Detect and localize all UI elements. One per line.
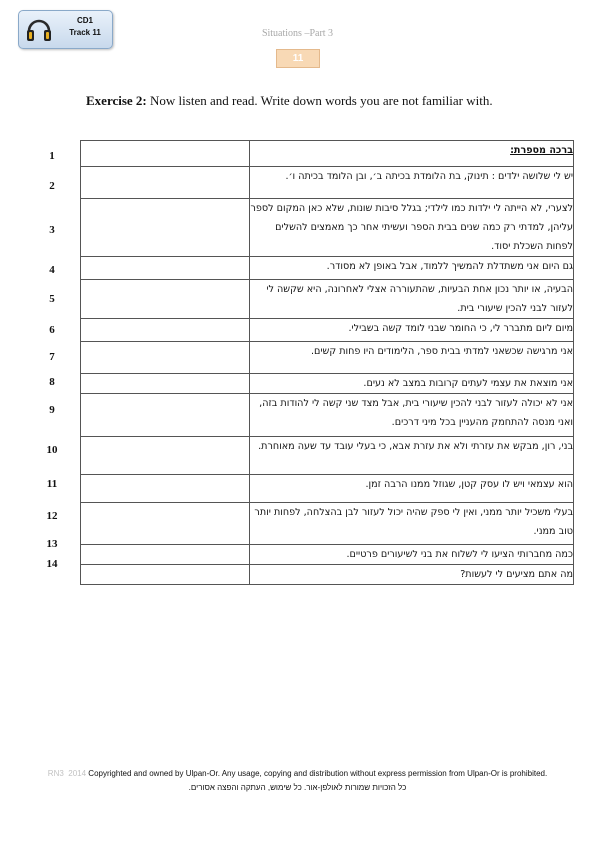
copyright-line-en (0, 767, 595, 781)
sentence-text: אני לא יכולה לעזור לבני להכין שיעורי בית, אבל מצד שני קשה לי להודות בזה, ואני מנסה להתחמק מהעניין בכל מיני דרכים. (250, 394, 574, 437)
vocabulary-entry-cell[interactable] (81, 565, 250, 585)
sentence-text: לצערי, לא הייתה לי ילדות כמו לילדי; בגלל סיבות שונות, שלא כאן המקום לספר עליהן, למדתי רק כמה שנים בבית הספר ועשיתי אחר כך מאמצים להשלים לפחות השכלת יסוד. (250, 199, 574, 257)
table-row (81, 167, 574, 199)
row-number: 12 (46, 510, 58, 522)
sentence-text: כמה מחברותי הציעו לי לשלוח את בני לשיעורים פרטיים. (250, 545, 574, 565)
page-number-badge: 11 (276, 49, 320, 68)
vocabulary-entry-cell[interactable] (81, 503, 250, 545)
vocabulary-entry-cell[interactable] (81, 374, 250, 394)
row-number: 11 (46, 478, 58, 490)
copyright-text-he: כל הזכויות שמורות לאולפן-אור. כל שימוש, העתקה והפצה אסורים. (188, 783, 407, 792)
table-row (81, 394, 574, 437)
course-code: RN3 (47, 769, 64, 778)
table-row (81, 503, 574, 545)
row-number: 2 (49, 180, 55, 192)
sentence-text: בעלי משכיל יותר ממני, ואין לי ספק שהיה יכול לעזור לבן בהצלחה, לפחות יותר טוב ממני. (250, 503, 574, 545)
table-row (81, 141, 574, 167)
vocabulary-entry-cell[interactable] (81, 342, 250, 374)
copyright-footer (0, 767, 595, 795)
table-row (81, 280, 574, 319)
table-row (81, 475, 574, 503)
table-row (81, 257, 574, 280)
row-number: 10 (46, 444, 58, 456)
row-number: 9 (49, 404, 55, 416)
sentence-text: יש לי שלושה ילדים : תינוק, בת הלומדת בכיתה ב׳, ובן הלומד בכיתה ו׳. (250, 167, 574, 199)
vocabulary-entry-cell[interactable] (81, 167, 250, 199)
vocabulary-entry-cell[interactable] (81, 280, 250, 319)
copyright-text-en: Copyrighted and owned by Ulpan-Or. Any usage, copying and distribution without express permission from Ulpan-Or is prohibited. (88, 769, 548, 778)
table-row (81, 374, 574, 394)
sentence-text: הבעיה, או יותר נכון אחת הבעיות, שהתעוררה אצלי לאחרונה, היא שקשה לי לעזור לבני להכין שיעורי בית. (250, 280, 574, 319)
row-number: 7 (49, 351, 55, 363)
cd-label: CD1 (76, 16, 93, 25)
sentence-text: בני, רון, מבקש את עזרתי ולא את עזרת אבא, כי בעלי עובד עד שעה מאוחרת. (250, 437, 574, 475)
vocabulary-exercise-table (80, 140, 574, 585)
track-label: Track 11 (69, 28, 101, 37)
copyright-year: 2014 (68, 769, 87, 778)
vocabulary-entry-cell[interactable] (81, 475, 250, 503)
row-number: 6 (49, 324, 55, 336)
table-row (81, 565, 574, 585)
exercise-instruction-text: Now listen and read. Write down words you are not familiar with. (146, 93, 493, 108)
sentence-text: אני מוצאת את עצמי לעתים קרובות במצב לא נעים. (250, 374, 574, 394)
vocabulary-entry-cell[interactable] (81, 199, 250, 257)
page-header-title: Situations –Part 3 (261, 28, 334, 39)
row-number: 14 (46, 558, 58, 570)
table-row (81, 342, 574, 374)
table-row (81, 437, 574, 475)
sentence-text: מיום ליום מתברר לי, כי החומר שבני לומד קשה בשבילי. (250, 319, 574, 342)
vocabulary-entry-cell[interactable] (81, 545, 250, 565)
story-title: ברכה מספרת: (250, 141, 574, 167)
vocabulary-entry-cell[interactable] (81, 141, 250, 167)
row-number: 13 (46, 538, 58, 550)
sentence-text: הוא עצמאי ויש לו עסק קטן, שגוזל ממנו הרבה זמן. (250, 475, 574, 503)
exercise-instructions (86, 93, 493, 109)
row-numbers-column (30, 0, 74, 842)
row-number: 5 (49, 293, 55, 305)
vocabulary-entry-cell[interactable] (81, 437, 250, 475)
vocabulary-entry-cell[interactable] (81, 394, 250, 437)
row-number: 1 (49, 150, 55, 162)
row-number: 4 (49, 264, 55, 276)
sentence-text: אני מרגישה שכשאני למדתי בבית ספר, הלימודים היו פחות קשים. (250, 342, 574, 374)
table-row (81, 199, 574, 257)
vocabulary-entry-cell[interactable] (81, 319, 250, 342)
sentence-text: גם היום אני משתדלת להמשיך ללמוד, אבל באופן לא מסודר. (250, 257, 574, 280)
row-number: 3 (49, 224, 55, 236)
sentence-text: מה אתם מציעים לי לעשות? (250, 565, 574, 585)
exercise-label: Exercise 2: (86, 93, 147, 108)
row-number: 8 (49, 376, 55, 388)
vocabulary-entry-cell[interactable] (81, 257, 250, 280)
table-row (81, 319, 574, 342)
table-row (81, 545, 574, 565)
